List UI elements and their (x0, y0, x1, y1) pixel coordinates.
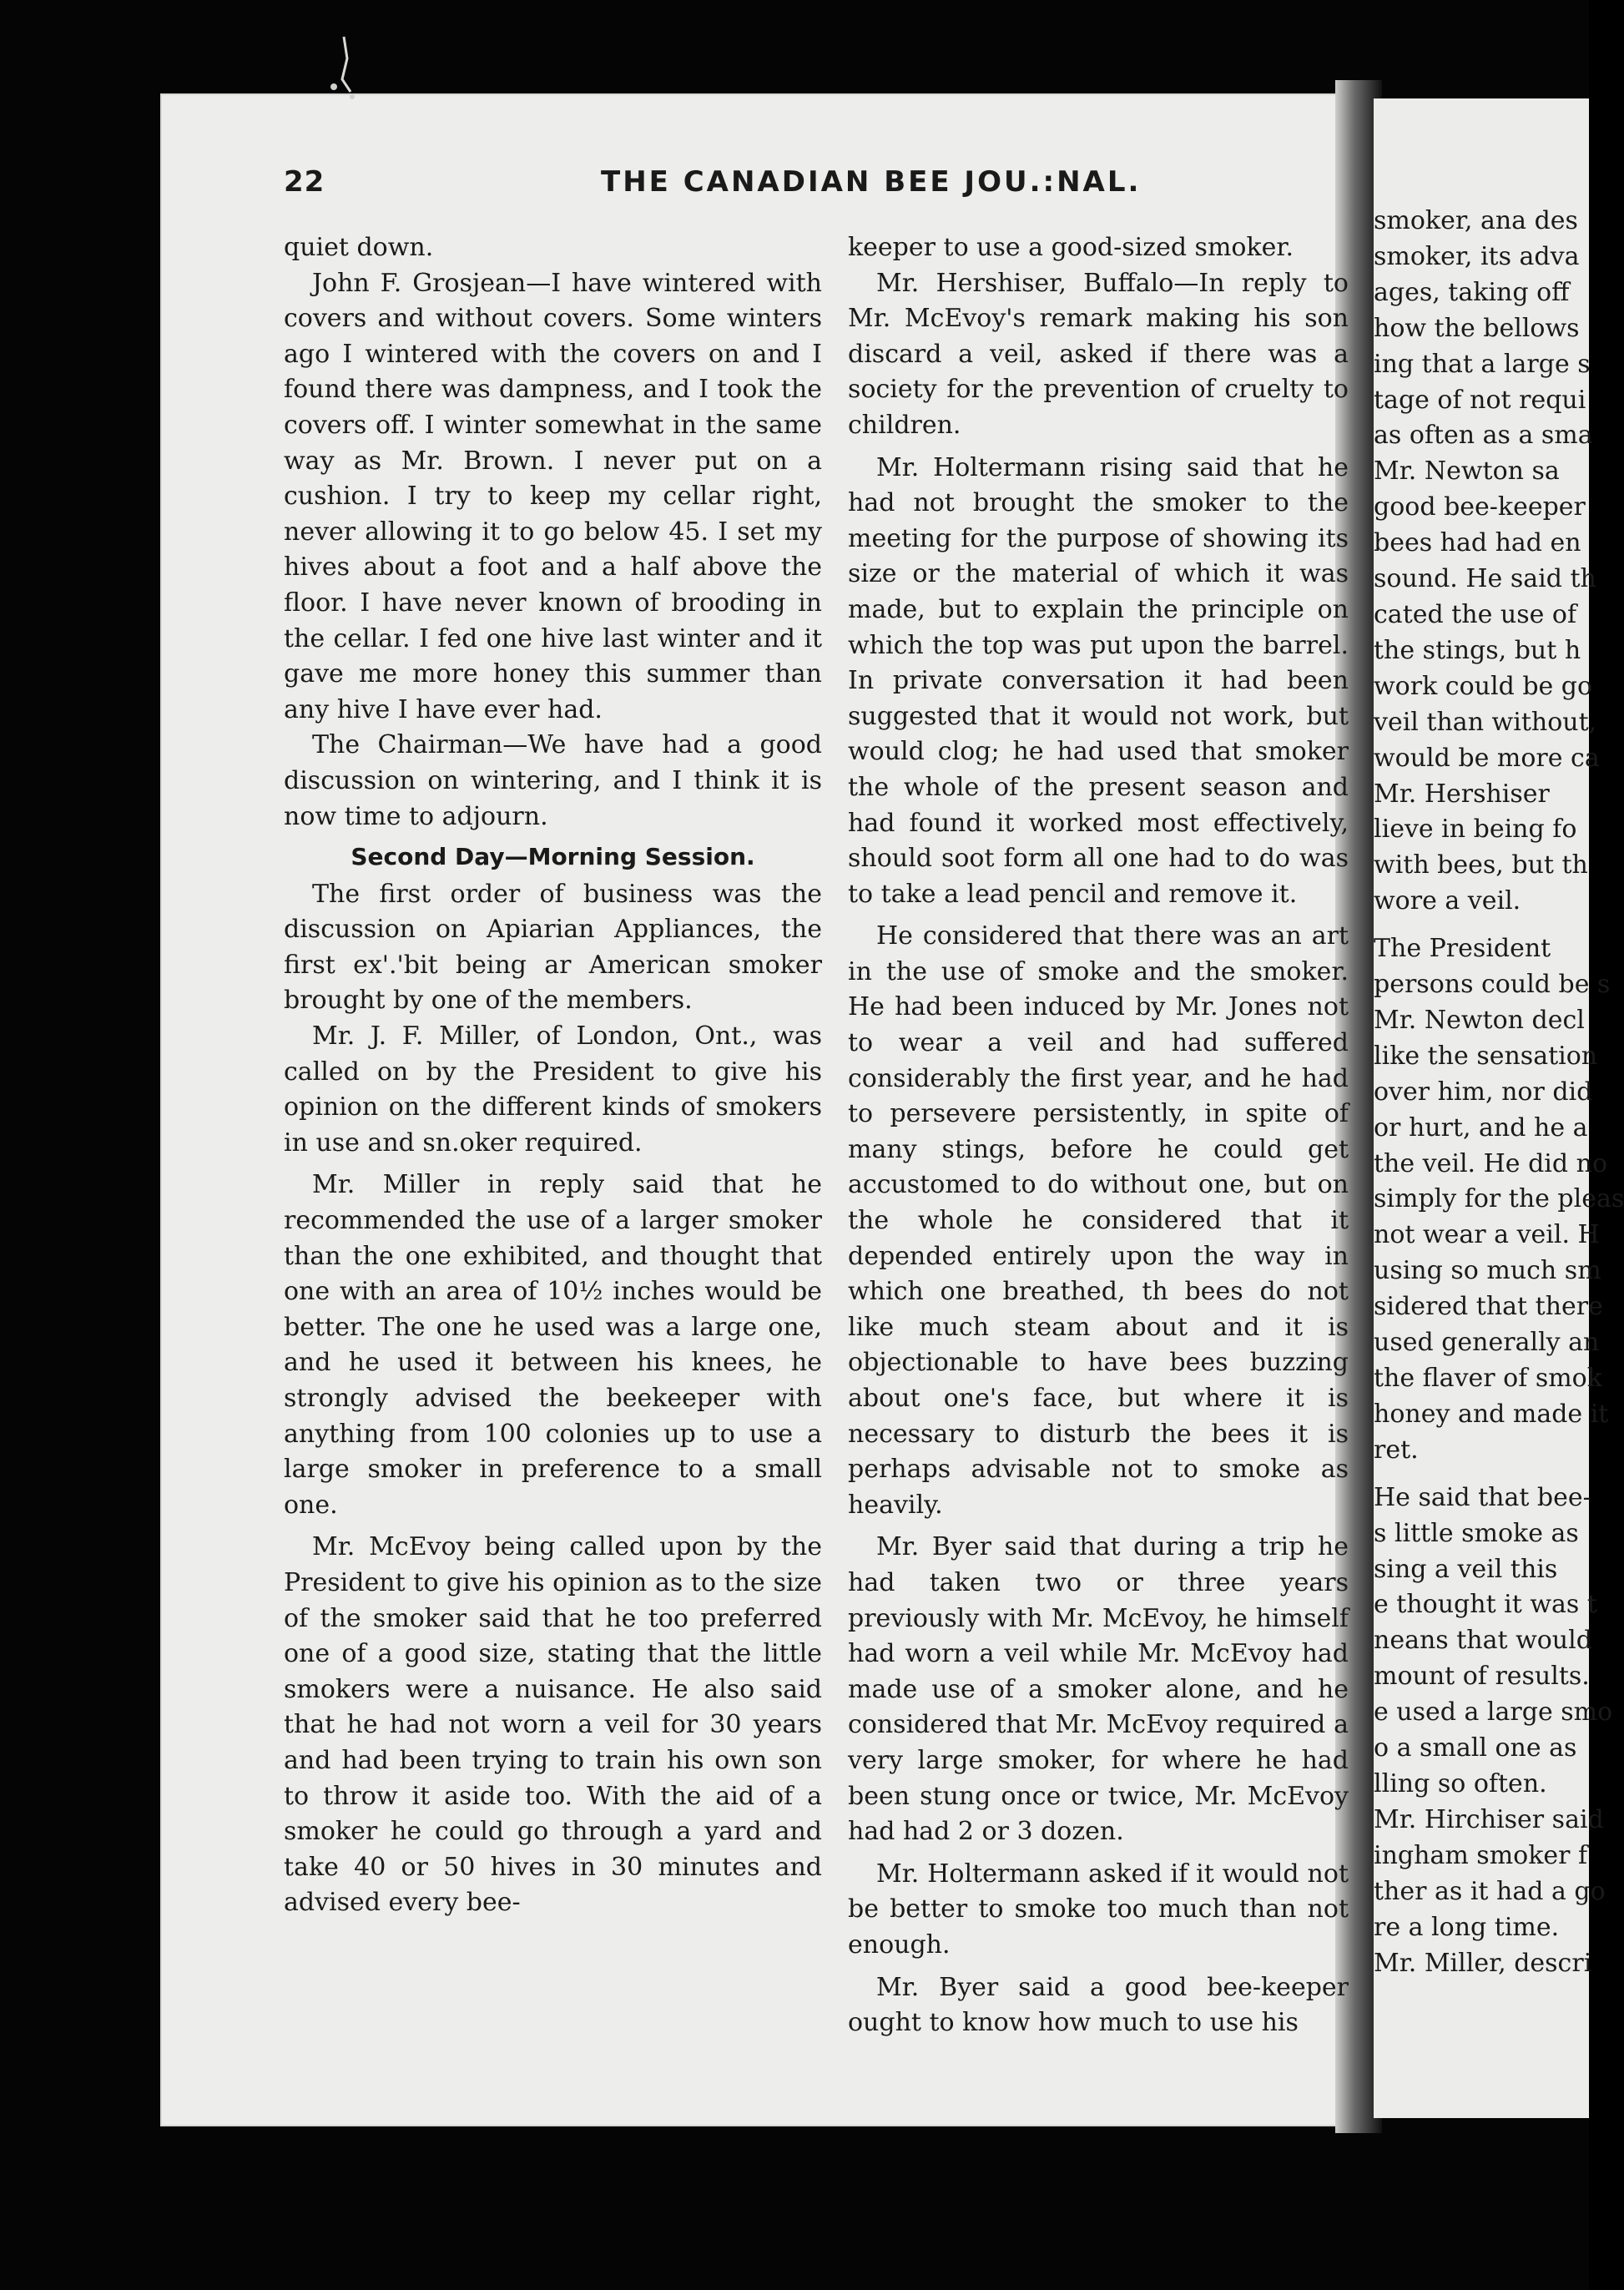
text-line: with bees, but th (1374, 850, 1588, 880)
text-line: re a long time. (1374, 1912, 1560, 1942)
text-line: would be more ca (1374, 743, 1600, 773)
text-line: good bee-keeper (1374, 492, 1586, 522)
text-line: tage of not requi (1374, 385, 1586, 415)
paragraph: The Chairman—We have had a good discussion on wintering, and I think it is now time to adjourn. (284, 730, 822, 831)
text-line: veil than without, (1374, 707, 1597, 737)
text-line: the stings, but h (1374, 635, 1581, 665)
text-line: smoker, its adva (1374, 241, 1580, 271)
dust-specks-decoration (300, 33, 376, 100)
text-line: persons could be s (1374, 970, 1611, 1000)
paragraph: Mr. Byer said that during a trip he had taken two or three years previously with Mr. McEvoy, he himself had worn a veil while Mr. McEvoy had made use of a smoker alone, and he considered that Mr. McEvoy required a very large smoker, for where he had been stung once or twice, Mr. McEvoy had had 2 or 3 dozen. (848, 1532, 1349, 1847)
paragraph: Mr. Byer said a good bee-keeper ought to know how much to use his (848, 1972, 1349, 2038)
text-line: e thought it was t (1374, 1590, 1597, 1620)
paragraph: Mr. Hershiser, Buffalo—In reply to Mr. McEvoy's remark making his son discard a veil, asked if there was a society for the prevention of cruelty to children. (848, 268, 1349, 440)
paragraph: Mr. J. F. Miller, of London, Ont., was called on by the President to give his opinion on the different kinds of smokers in use and sn.oker required. (284, 1021, 822, 1158)
text-line: sing a veil this (1374, 1554, 1558, 1584)
text-line: bees had had en (1374, 528, 1581, 558)
paragraph: Mr. McEvoy being called upon by the President to give his opinion as to the size of the smoker said that he too preferred one of a good size, stating that the little smokers were a nuisance. He also said that he had not worn a veil for 30 years and had been trying to train his own son to throw it aside too. With the aid of a smoker he could go through a yard and take 40 or 50 hives in 30 minutes and advised every bee- (284, 1532, 822, 1918)
text-line: honey and made it (1374, 1399, 1609, 1429)
paragraph: John F. Grosjean—I have wintered with covers and without covers. Some winters ago I wintered with the covers on and I found there was dampness, and I took the covers off. I winter somewhat in the same way as Mr. Brown. I never put on a cushion. I try to keep my cellar right, never allowing it to go below 45. I set my hives about a foot and a half above the floor. I have never known of brooding in the cellar. I fed one hive last winter and it gave me more honey this summer than any hive I have ever had. (284, 268, 822, 724)
text-line: ret. (1374, 1435, 1419, 1465)
text-line: mount of results. (1374, 1662, 1590, 1692)
text-line: ingham smoker f (1374, 1840, 1588, 1870)
paragraph: keeper to use a good-sized smoker. (848, 233, 1294, 262)
text-line: not wear a veil. H (1374, 1220, 1600, 1250)
text-line: or hurt, and he a (1374, 1112, 1588, 1142)
text-line: the veil. He did no (1374, 1148, 1608, 1178)
right-column-fragment (1374, 204, 1624, 1981)
text-line: using so much sm (1374, 1256, 1601, 1286)
page-header (284, 165, 1285, 207)
paragraph: Mr. Holtermann rising said that he had not brought the smoker to the meeting for the purpose of showing its size or the material of which it was made, but to explain the principle on which the top was put upon the barrel. In private conversation it had been suggested that it would not work, but would clog; he had used that smoker the whole of the present season and had found it worked most effectively, should soot form all one had to do was to take a lead pencil and remove it. (848, 452, 1349, 909)
text-line: smoker, ana des (1374, 206, 1578, 235)
text-line: lieve in being fo (1374, 815, 1577, 845)
text-line: over him, nor did (1374, 1077, 1593, 1107)
running-title: THE CANADIAN BEE JOU.:NAL. (601, 165, 1142, 199)
text-line: ing that a large s (1374, 349, 1591, 379)
paragraph: He considered that there was an art in the use of smoke and the smoker. He had been induced by Mr. Jones not to wear a veil and had suffered considerably the first year, and he had to persevere persistently, in spite of many stings, before he could get accustomed to do without one, but on the whole he considered that it depended entirely upon the way in which one breathed, th bees do not like much steam about and it is objectionable to have bees buzzing about one's face, but where it is necessary to disturb the bees it is perhaps advisable not to smoke as heavily. (848, 921, 1349, 1520)
text-line: Mr. Hirchiser said (1374, 1804, 1604, 1834)
paragraph: Mr. Holtermann asked if it would not be better to smoke too much than not enough. (848, 1859, 1349, 1960)
text-line: Mr. Miller, descri (1374, 1948, 1592, 1978)
text-line: Mr. Hershiser (1374, 779, 1550, 809)
text-line: sound. He said th (1374, 564, 1596, 594)
text-line: He said that bee- (1374, 1482, 1591, 1512)
text-line: s little smoke as (1374, 1518, 1579, 1548)
text-line: cated the use of (1374, 599, 1577, 629)
text-line: ages, taking off (1374, 277, 1570, 307)
text-line: Mr. Newton sa (1374, 456, 1560, 487)
text-line: simply for the pleas (1374, 1184, 1624, 1214)
text-line: the flaver of smok (1374, 1364, 1602, 1393)
text-line: as often as a sma (1374, 421, 1593, 451)
paragraph: quiet down. (284, 233, 434, 262)
text-line: o a small one as (1374, 1733, 1577, 1763)
text-line: e used a large smo (1374, 1697, 1613, 1728)
text-line: like the sensation (1374, 1041, 1598, 1071)
text-line: neans that would (1374, 1626, 1592, 1656)
paragraph: Mr. Miller in reply said that he recommended the use of a larger smoker than the one exhibited, and thought that one with an area of 10½ inches would be better. The one he used was a large one, and he used it between his knees, he strongly advised the beekeeper with anything from 100 colonies up to use a large smoker in preference to a small one. (284, 1170, 822, 1520)
paragraph: The first order of business was the discussion on Apiarian Appliances, the first ex'.'bit being ar American smoker brought by one of the members. (284, 879, 822, 1016)
page-number: 22 (284, 165, 325, 199)
left-column (284, 230, 822, 1921)
text-line: The President (1374, 934, 1551, 964)
text-line: ther as it had a go (1374, 1876, 1606, 1906)
text-line: used generally an (1374, 1328, 1600, 1358)
text-line: how the bellows (1374, 313, 1580, 343)
text-line: work could be go (1374, 671, 1593, 701)
text-line: sidered that there (1374, 1292, 1603, 1322)
text-line: lling so often. (1374, 1768, 1547, 1798)
text-line: Mr. Newton decl (1374, 1005, 1585, 1035)
middle-column (848, 230, 1349, 2041)
section-heading: Second Day—Morning Session. (351, 843, 755, 871)
text-line: wore a veil. (1374, 886, 1521, 916)
